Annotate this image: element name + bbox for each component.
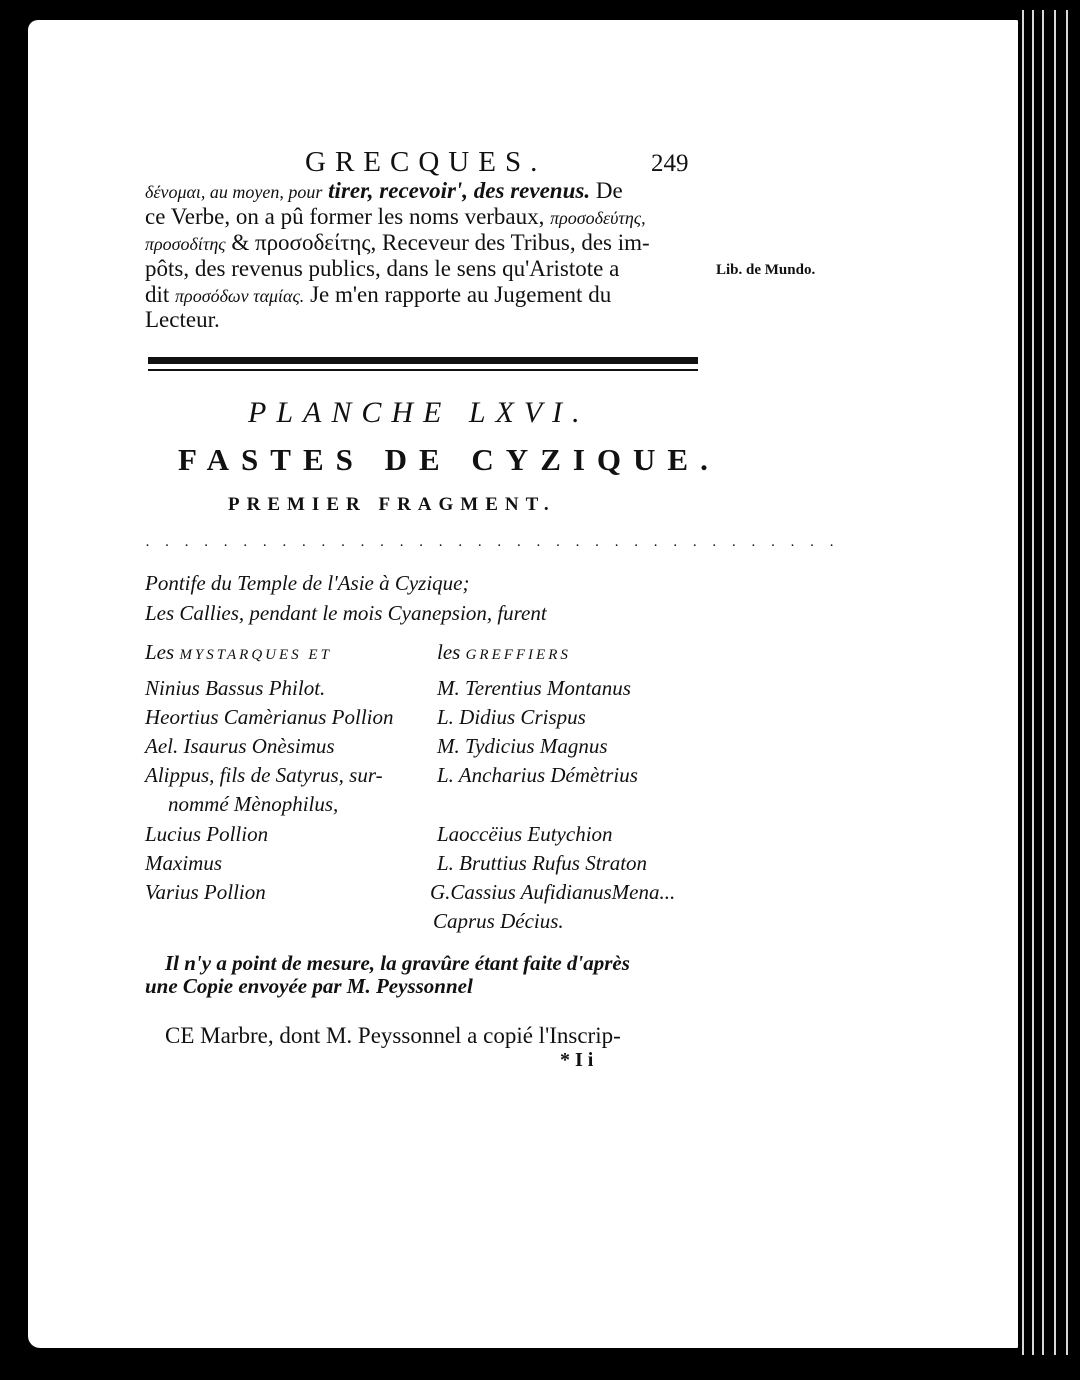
- column-header-left: [145, 640, 332, 665]
- page-edge-line: [1032, 10, 1034, 1355]
- signature-mark: * I i: [560, 1049, 594, 1071]
- page-edge-line: [1054, 10, 1056, 1355]
- section-rule-thick: [148, 357, 698, 364]
- body-text-greek: προσοδεύτης,: [550, 208, 646, 228]
- name-right-8: Caprus Décius.: [433, 909, 564, 933]
- body-text-greek: δένομαι, au moyen, pour: [145, 182, 323, 202]
- name-right-5: Laoccëius Eutychion: [437, 822, 613, 846]
- name-left-2: Heortius Camèrianus Pollion: [145, 705, 394, 729]
- body-line-5: [145, 282, 611, 309]
- name-right-2: L. Didius Crispus: [437, 705, 586, 729]
- body-text: De: [590, 178, 623, 203]
- running-title: GRECQUES.: [305, 146, 547, 178]
- plate-title: FASTES DE CYZIQUE.: [178, 442, 720, 477]
- inscription-line-1: Pontife du Temple de l'Asie à Cyzique;: [145, 571, 470, 595]
- plate-number: PLANCHE LXVI.: [248, 396, 590, 429]
- name-left-6: Lucius Pollion: [145, 822, 269, 846]
- column-header-prefix: Les: [145, 640, 180, 664]
- body-line-1: [145, 178, 623, 205]
- name-left-8: Varius Pollion: [145, 880, 266, 904]
- body-text: Je m'en rapporte au Jugement du: [304, 282, 612, 307]
- body-line-6: [145, 307, 220, 333]
- name-left-5: nommé Mènophilus,: [168, 792, 339, 816]
- name-right-3: M. Tydicius Magnus: [437, 734, 608, 758]
- page-edge-line: [1042, 10, 1044, 1355]
- body-line-2: [145, 204, 646, 231]
- column-header-caps: GREFFIERS: [465, 647, 571, 663]
- body-text-italic: tirer, recevoir', des revenus.: [322, 178, 591, 203]
- body-text: ce Verbe, on a pû former les noms verbaux,: [145, 204, 551, 229]
- name-right-4: L. Ancharius Démètrius: [437, 763, 638, 787]
- page-edge-line: [1022, 10, 1024, 1355]
- body-text: dit: [145, 282, 176, 307]
- scan-left-edge: [0, 0, 30, 1380]
- body-text-greek: προσόδων ταμίας.: [175, 286, 305, 306]
- body-text: Lecteur.: [145, 307, 220, 332]
- note-line-2: une Copie envoyée par M. Peyssonnel: [145, 974, 473, 998]
- page-number: 249: [651, 150, 689, 177]
- column-header-caps: MYSTARQUES ET: [179, 647, 332, 663]
- column-header-prefix: les: [437, 640, 466, 664]
- body-text: &: [225, 230, 255, 255]
- name-left-7: Maximus: [145, 851, 222, 875]
- scan-right-edge: [1018, 0, 1080, 1380]
- name-right-6: L. Bruttius Rufus Straton: [437, 851, 648, 875]
- dotted-divider: · · · · · · · · · · · · · · · · · · · · · · · · · · · · · · · · · · · ·: [145, 538, 840, 554]
- body-text: pôts, des revenus publics, dans le sens qu'Aristote a: [145, 256, 620, 281]
- paragraph-start: CE Marbre, dont M. Peyssonnel a copié l'Inscrip-: [165, 1023, 621, 1048]
- plate-subtitle: PREMIER FRAGMENT.: [228, 494, 556, 515]
- column-header-right: [437, 640, 571, 665]
- name-right-1: M. Terentius Montanus: [437, 676, 631, 700]
- body-text: προσοδείτης, Receveur des Tribus, des im-: [254, 230, 650, 255]
- page-edge-line: [1066, 10, 1068, 1355]
- name-left-3: Ael. Isaurus Onèsimus: [145, 734, 335, 758]
- name-left-1: Ninius Bassus Philot.: [145, 676, 326, 700]
- margin-note: Lib. de Mundo.: [716, 262, 816, 278]
- note-line-1: Il n'y a point de mesure, la gravûre étant faite d'après: [165, 951, 630, 975]
- name-right-7: G.Cassius AufidianusMena...: [430, 880, 676, 904]
- section-rule-thin: [148, 369, 698, 371]
- body-line-3: [145, 230, 650, 257]
- body-line-4: [145, 256, 619, 282]
- body-text-greek: προσοδίτης: [145, 234, 226, 254]
- name-left-4: Alippus, fils de Satyrus, sur-: [145, 763, 383, 787]
- inscription-line-2: Les Callies, pendant le mois Cyanepsion, furent: [145, 601, 547, 625]
